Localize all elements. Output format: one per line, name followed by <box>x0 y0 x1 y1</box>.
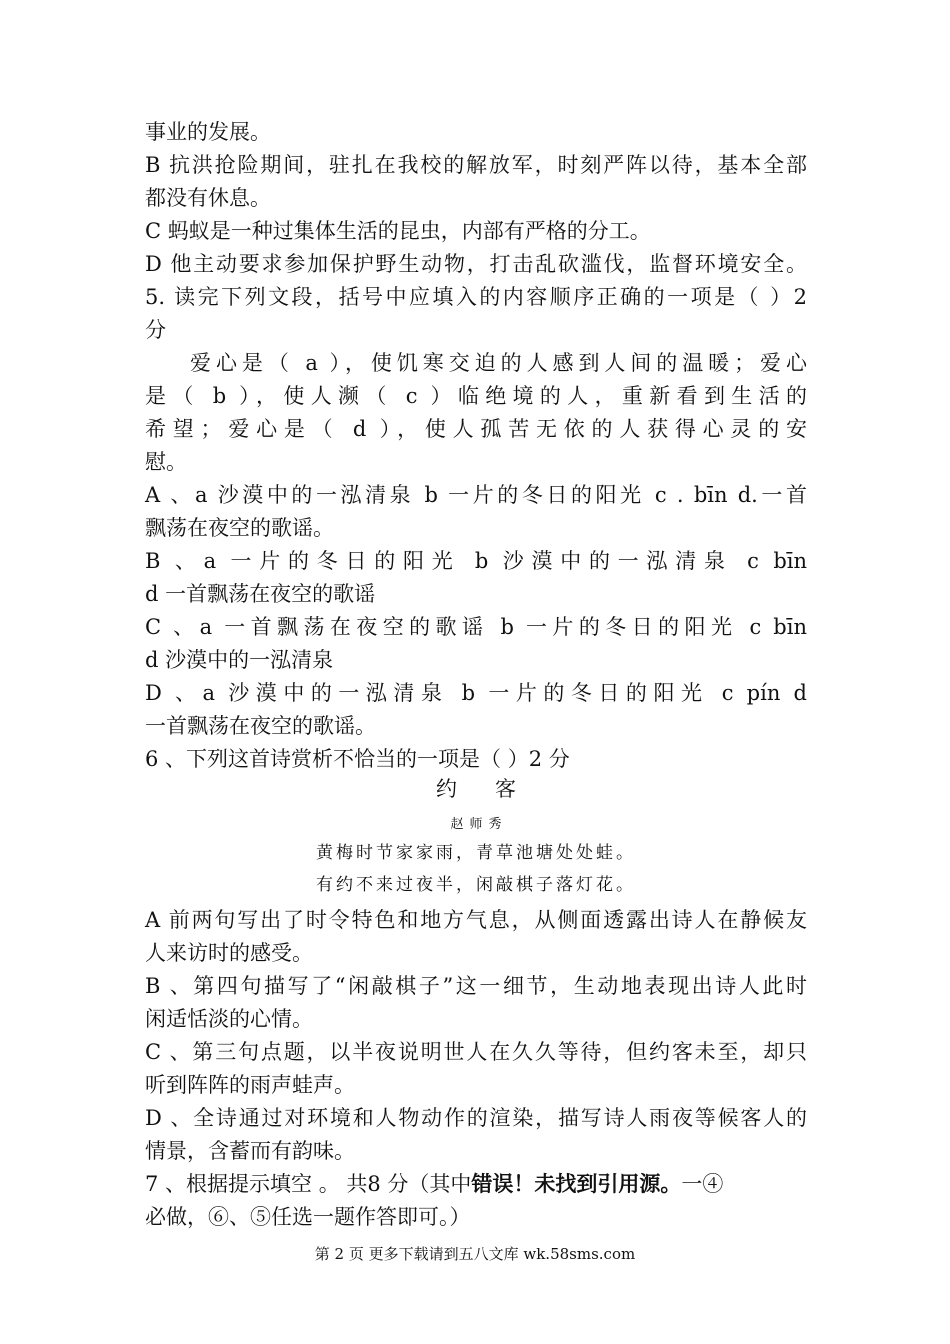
poem-line: 黄梅时节家家雨，青草池塘处处蛙。 <box>316 843 636 863</box>
reference-error-text: 错误！未找到引用源。 <box>471 1171 682 1196</box>
text-line: 都没有休息。 <box>145 186 271 210</box>
text-line: 事业的发展。 <box>145 120 271 144</box>
text-line: 必做，⑥、⑤任选一题作答即可。） <box>145 1205 471 1229</box>
option-c-line: C 、第三句点题，以半夜说明世人在久久等待，但约客未至，却只 <box>145 1040 807 1064</box>
text-line: 飘荡在夜空的歌谣。 <box>145 516 334 540</box>
option-b-line: B 、第四句描写了“闲敲棋子”这一细节，生动地表现出诗人此时 <box>145 974 807 998</box>
option-b-line: B 、a 一片的冬日的阳光 b 沙漠中的一泓清泉 c bīn <box>145 549 807 573</box>
question-5: 5. 读完下列文段，括号中应填入的内容顺序正确的一项是（ ）2 <box>145 285 807 309</box>
option-b-line: B 抗洪抢险期间，驻扎在我校的解放军，时刻严阵以待，基本全部 <box>145 153 807 177</box>
text-line: d 一首飘荡在夜空的歌谣 <box>145 582 376 606</box>
text-line: 情景，含蓄而有韵味。 <box>145 1139 355 1163</box>
text-line: d 沙漠中的一泓清泉 <box>145 648 334 672</box>
text-line: 人来访时的感受。 <box>145 941 313 965</box>
question-7 <box>145 1169 807 1199</box>
poem-title: 约客 <box>436 777 554 801</box>
option-c-line: C 、a 一首飘荡在夜空的歌谣 b 一片的冬日的阳光 c bīn <box>145 615 807 639</box>
text-line: 听到阵阵的雨声蛙声。 <box>145 1073 355 1097</box>
poem-line: 有约不来过夜半，闲敲棋子落灯花。 <box>316 875 636 895</box>
text-line: 分 <box>145 318 166 342</box>
question-7-text: 7 、根据提示填空 。 共8 分（其中 <box>145 1172 472 1196</box>
passage-line: 希望；爱心是（ d ），使人孤苦无依的人获得心灵的安 <box>145 417 807 441</box>
option-a-line: A 前两句写出了时令特色和地方气息，从侧面透露出诗人在静候友 <box>145 908 807 932</box>
text-line: 闲适恬淡的心情。 <box>145 1007 313 1031</box>
passage-line: 爱心是（ a ），使饥寒交迫的人感到人间的温暖；爱心 <box>190 351 807 375</box>
text-line: 一首飘荡在夜空的歌谣。 <box>145 714 376 738</box>
option-a-line: A 、a 沙漠中的一泓清泉 b 一片的冬日的阳光 c . bīn d.一首 <box>145 483 807 507</box>
page-footer: 第 2 页 更多下载请到五八文库 wk.58sms.com <box>314 1245 636 1263</box>
option-d-line: D 、a 沙漠中的一泓清泉 b 一片的冬日的阳光 c pín d <box>145 681 807 705</box>
poem-author: 赵师秀 <box>450 817 508 832</box>
question-7-text-end: 一④ <box>681 1172 724 1196</box>
option-d-line: D 、全诗通过对环境和人物动作的渲染，描写诗人雨夜等候客人的 <box>145 1106 807 1130</box>
option-d-line: D 他主动要求参加保护野生动物，打击乱砍滥伐，监督环境安全。 <box>145 252 807 276</box>
passage-line: 慰。 <box>145 450 187 474</box>
question-6: 6 、下列这首诗赏析不恰当的一项是（ ）2 分 <box>145 747 570 771</box>
option-c-line: C 蚂蚁是一种过集体生活的昆虫，内部有严格的分工。 <box>145 219 651 243</box>
passage-line: 是（ b ），使人濒（ c ）临绝境的人，重新看到生活的 <box>145 384 807 408</box>
